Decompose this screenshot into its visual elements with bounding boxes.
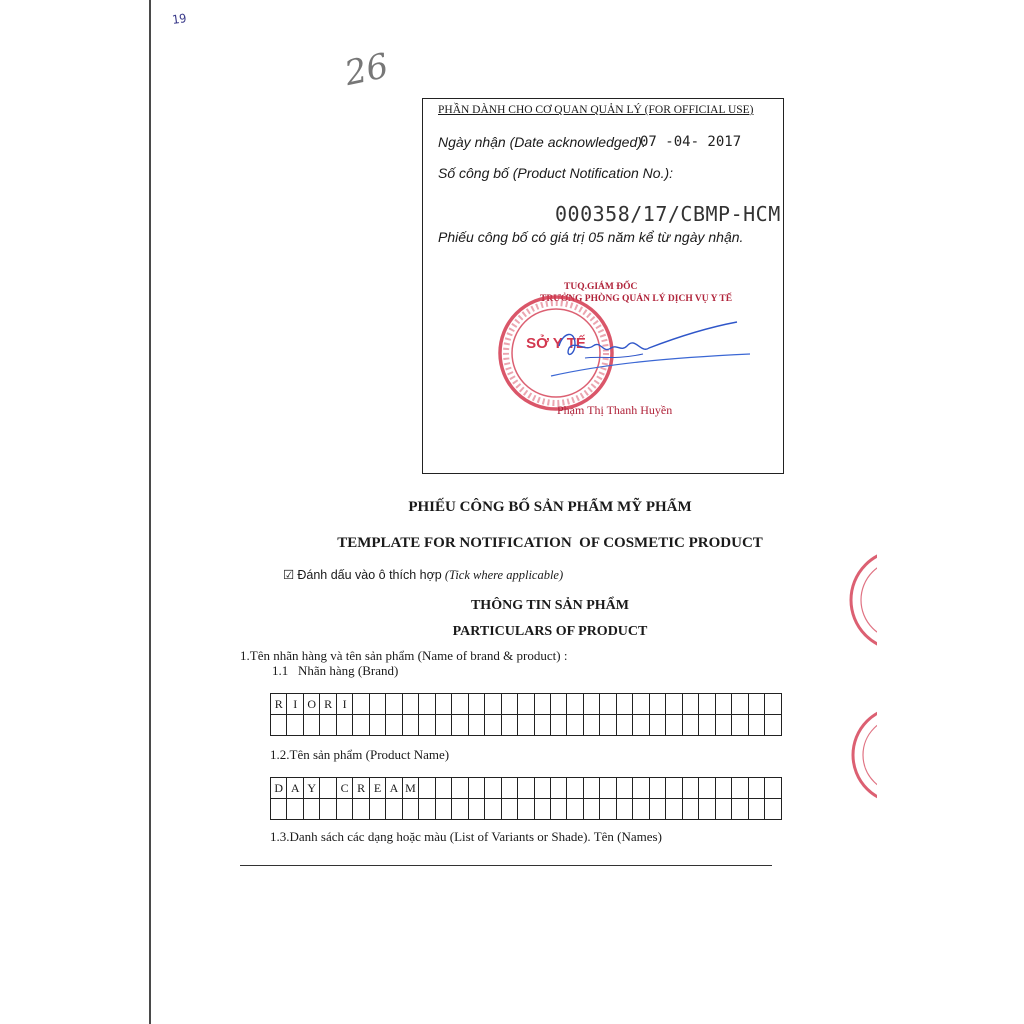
- grid-cell: C: [336, 778, 352, 799]
- signature-scribble: [545, 318, 755, 388]
- grid-cell: [534, 799, 550, 820]
- grid-cell: R: [353, 778, 369, 799]
- stamp-text: SỞ Y TẾ: [526, 335, 586, 352]
- grid-cell: [369, 694, 385, 715]
- grid-cell: [748, 799, 764, 820]
- grid-cell: [320, 715, 336, 736]
- grid-cell: [303, 799, 319, 820]
- signer-title-1: TUQ.GIÁM ĐỐC: [564, 282, 638, 292]
- grid-cell: [715, 694, 731, 715]
- grid-cell: [567, 715, 583, 736]
- grid-cell: [765, 778, 781, 799]
- grid-cell: [336, 715, 352, 736]
- signer-name: Phạm Thị Thanh Huyền: [557, 403, 673, 417]
- grid-cell: [501, 694, 517, 715]
- grid-cell: [452, 799, 468, 820]
- grid-cell: [419, 694, 435, 715]
- answer-line: [240, 865, 772, 866]
- grid-cell: [501, 715, 517, 736]
- grid-cell: [369, 715, 385, 736]
- grid-cell: [353, 694, 369, 715]
- section-title-en: PARTICULARS OF PRODUCT: [452, 624, 648, 639]
- checkbox-checked-icon: ☑: [283, 568, 295, 582]
- document-title-en: TEMPLATE FOR NOTIFICATION OF COSMETIC PRODUCT: [337, 535, 763, 551]
- product-grid-row: [271, 799, 782, 820]
- grid-cell: [699, 715, 715, 736]
- grid-cell: [666, 778, 682, 799]
- grid-cell: I: [336, 694, 352, 715]
- grid-cell: I: [287, 694, 303, 715]
- grid-cell: [633, 694, 649, 715]
- grid-cell: [567, 799, 583, 820]
- section-title-vi: THÔNG TIN SẢN PHẨM: [470, 598, 630, 613]
- grid-cell: [616, 715, 632, 736]
- grid-cell: [666, 715, 682, 736]
- grid-cell: [682, 799, 698, 820]
- grid-cell: [600, 778, 616, 799]
- grid-cell: [633, 715, 649, 736]
- grid-cell: [452, 694, 468, 715]
- grid-cell: [666, 799, 682, 820]
- grid-cell: [271, 715, 287, 736]
- grid-cell: [600, 715, 616, 736]
- grid-cell: [402, 715, 418, 736]
- grid-cell: [550, 715, 566, 736]
- grid-cell: [518, 778, 534, 799]
- grid-cell: [452, 715, 468, 736]
- grid-cell: [765, 715, 781, 736]
- grid-cell: [534, 694, 550, 715]
- grid-cell: [485, 778, 501, 799]
- product-letter-grid: [270, 777, 782, 820]
- grid-cell: [485, 715, 501, 736]
- brand-grid-row: [271, 715, 782, 736]
- grid-cell: [287, 715, 303, 736]
- grid-cell: Y: [303, 778, 319, 799]
- grid-cell: [271, 799, 287, 820]
- grid-cell: [419, 799, 435, 820]
- validity-note: Phiếu công bố có giá trị 05 năm kể từ ngày nhận.: [438, 229, 744, 245]
- grid-cell: O: [303, 694, 319, 715]
- official-use-header: PHẦN DÀNH CHO CƠ QUAN QUẢN LÝ (FOR OFFICIAL USE): [438, 104, 754, 116]
- grid-cell: E: [369, 778, 385, 799]
- grid-cell: [386, 694, 402, 715]
- grid-cell: [402, 694, 418, 715]
- grid-cell: [567, 694, 583, 715]
- grid-cell: [485, 694, 501, 715]
- grid-cell: [649, 778, 665, 799]
- grid-cell: [550, 799, 566, 820]
- grid-cell: [320, 799, 336, 820]
- grid-cell: [649, 799, 665, 820]
- corner-scribble: 19: [171, 11, 188, 27]
- signer-title-2: TRƯỞNG PHÒNG QUẢN LÝ DỊCH VỤ Y TẾ: [540, 294, 733, 304]
- grid-cell: [287, 799, 303, 820]
- grid-cell: [748, 778, 764, 799]
- item-1-2-label: 1.2.Tên sản phẩm (Product Name): [270, 747, 450, 762]
- grid-cell: [419, 715, 435, 736]
- grid-cell: A: [386, 778, 402, 799]
- grid-cell: M: [402, 778, 418, 799]
- grid-cell: [715, 799, 731, 820]
- grid-cell: [666, 694, 682, 715]
- grid-cell: [501, 778, 517, 799]
- grid-cell: [682, 715, 698, 736]
- grid-cell: [485, 799, 501, 820]
- grid-cell: [468, 778, 484, 799]
- grid-cell: [303, 715, 319, 736]
- grid-cell: [534, 778, 550, 799]
- grid-cell: [583, 694, 599, 715]
- grid-cell: [633, 799, 649, 820]
- grid-cell: [386, 799, 402, 820]
- grid-cell: [369, 799, 385, 820]
- grid-cell: [567, 778, 583, 799]
- grid-cell: [616, 778, 632, 799]
- handwritten-page-number: 26: [341, 45, 392, 95]
- notification-number-label: Số công bố (Product Notification No.):: [438, 165, 674, 181]
- grid-cell: [353, 799, 369, 820]
- brand-grid-row: [271, 694, 782, 715]
- grid-cell: [633, 778, 649, 799]
- grid-cell: [518, 694, 534, 715]
- grid-cell: [583, 799, 599, 820]
- notification-number-value: 000358/17/CBMP-HCM: [555, 202, 781, 226]
- item-1-1-label: 1.1 Nhãn hàng (Brand): [272, 663, 399, 678]
- grid-cell: [550, 778, 566, 799]
- grid-cell: [649, 694, 665, 715]
- grid-cell: A: [287, 778, 303, 799]
- grid-cell: [501, 799, 517, 820]
- grid-cell: [518, 799, 534, 820]
- edge-stamp-top: [845, 545, 877, 655]
- grid-cell: [748, 694, 764, 715]
- grid-cell: [518, 715, 534, 736]
- grid-cell: [402, 799, 418, 820]
- grid-cell: [600, 694, 616, 715]
- grid-cell: [353, 715, 369, 736]
- tick-note: [283, 567, 563, 583]
- edge-stamp-bottom: [845, 702, 877, 808]
- grid-cell: [732, 694, 748, 715]
- grid-cell: [336, 799, 352, 820]
- item-1-label: 1.Tên nhãn hàng và tên sản phẩm (Name of brand & product) :: [240, 648, 568, 663]
- grid-cell: D: [271, 778, 287, 799]
- page-edge-line: [149, 0, 151, 1024]
- grid-cell: [682, 694, 698, 715]
- grid-cell: [715, 715, 731, 736]
- grid-cell: [649, 715, 665, 736]
- grid-cell: [435, 715, 451, 736]
- tick-note-en: (Tick where applicable): [444, 568, 564, 582]
- grid-cell: [616, 694, 632, 715]
- grid-cell: [732, 778, 748, 799]
- grid-cell: [320, 778, 336, 799]
- grid-cell: [583, 778, 599, 799]
- date-acknowledged-label: Ngày nhận (Date acknowledged):: [438, 134, 646, 150]
- grid-cell: [732, 799, 748, 820]
- grid-cell: [419, 778, 435, 799]
- grid-cell: [715, 778, 731, 799]
- product-grid-row: [271, 778, 782, 799]
- document-title-vi: PHIẾU CÔNG BỐ SẢN PHẨM MỸ PHẨM: [408, 499, 692, 515]
- tick-note-vi: Đánh dấu vào ô thích hợp: [297, 568, 442, 582]
- grid-cell: [583, 715, 599, 736]
- grid-cell: [765, 799, 781, 820]
- grid-cell: [699, 799, 715, 820]
- grid-cell: [452, 778, 468, 799]
- grid-cell: R: [271, 694, 287, 715]
- grid-cell: [699, 694, 715, 715]
- grid-cell: [435, 778, 451, 799]
- grid-cell: [616, 799, 632, 820]
- grid-cell: [468, 715, 484, 736]
- grid-cell: [748, 715, 764, 736]
- grid-cell: [435, 694, 451, 715]
- grid-cell: [534, 715, 550, 736]
- grid-cell: [550, 694, 566, 715]
- item-1-3-label: 1.3.Danh sách các dạng hoặc màu (List of Variants or Shade). Tên (Names): [270, 829, 662, 844]
- grid-cell: [435, 799, 451, 820]
- grid-cell: [765, 694, 781, 715]
- brand-letter-grid: [270, 693, 782, 736]
- grid-cell: [386, 715, 402, 736]
- grid-cell: [468, 694, 484, 715]
- grid-cell: [699, 778, 715, 799]
- grid-cell: R: [320, 694, 336, 715]
- grid-cell: [600, 799, 616, 820]
- grid-cell: [732, 715, 748, 736]
- grid-cell: [468, 799, 484, 820]
- grid-cell: [682, 778, 698, 799]
- date-acknowledged-value: 07 -04- 2017: [640, 134, 742, 150]
